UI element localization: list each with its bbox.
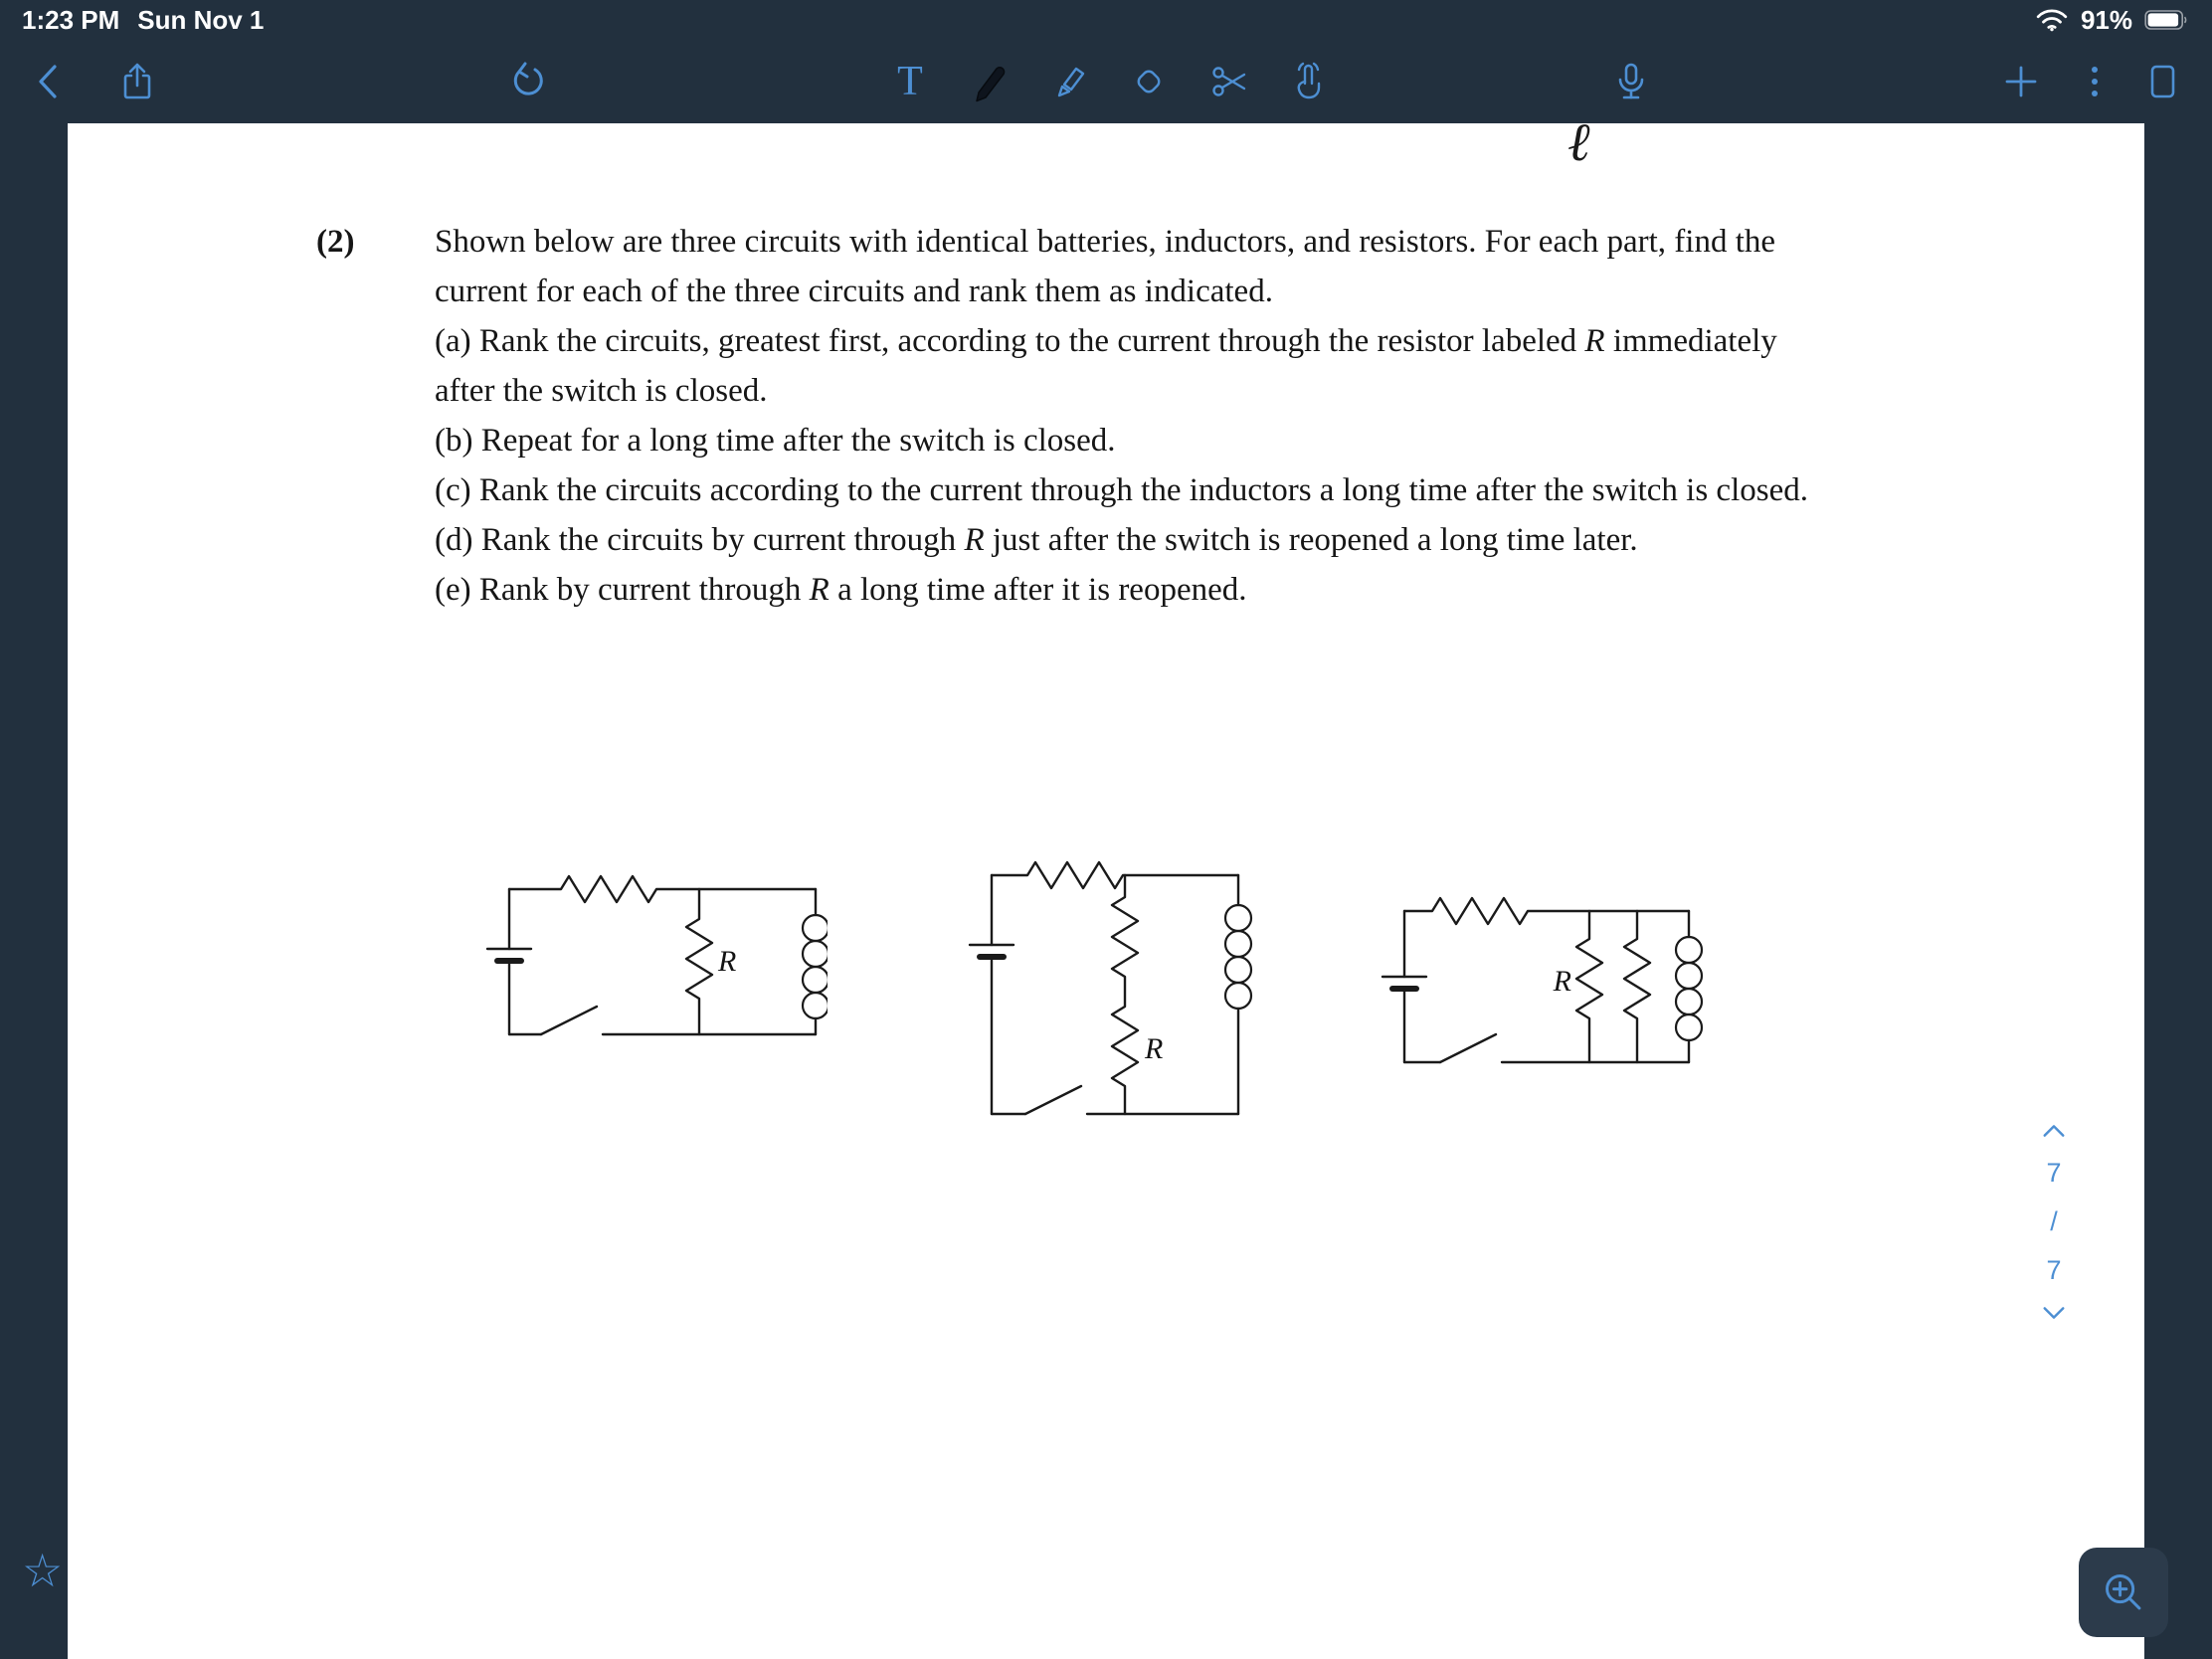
toolbar bbox=[0, 40, 2212, 123]
scissors-tool-button[interactable] bbox=[1208, 60, 1252, 103]
switch bbox=[509, 1007, 816, 1034]
pencil-icon bbox=[968, 60, 1012, 103]
microphone-button[interactable] bbox=[1609, 60, 1653, 103]
highlighter-icon bbox=[1047, 60, 1091, 103]
battery bbox=[1382, 911, 1426, 1062]
chevron-down-icon[interactable] bbox=[2041, 1304, 2067, 1322]
series-resistor bbox=[509, 876, 816, 902]
battery-icon bbox=[2144, 9, 2190, 31]
page-separator: / bbox=[2050, 1206, 2058, 1236]
problem-part-d: (d) Rank the circuits by current through R just after the switch is reopened a long time later. bbox=[435, 522, 1638, 558]
problem-text bbox=[435, 217, 1827, 615]
circuit-diagram-2 bbox=[968, 857, 1256, 1136]
chevron-left-icon bbox=[28, 60, 72, 103]
bookmark-star-button[interactable] bbox=[22, 1545, 64, 1596]
page-navigator bbox=[2031, 1122, 2077, 1322]
tap-tool-button[interactable] bbox=[1286, 60, 1330, 103]
total-page-number: 7 bbox=[2046, 1255, 2062, 1285]
ellipsis-vertical-icon bbox=[2073, 60, 2117, 103]
more-options-button[interactable] bbox=[2073, 60, 2117, 103]
problem-number: (2) bbox=[316, 224, 355, 260]
eraser-tool-button[interactable] bbox=[1127, 60, 1171, 103]
share-icon bbox=[115, 60, 159, 103]
switch bbox=[992, 1086, 1238, 1114]
parallel-resistor bbox=[1624, 911, 1650, 1062]
battery bbox=[970, 875, 1014, 1114]
status-bar bbox=[0, 0, 2212, 40]
resistor-R bbox=[686, 889, 736, 1034]
undo-icon bbox=[505, 60, 549, 103]
middle-branch-resistors bbox=[1112, 875, 1163, 1114]
magnifier-plus-icon bbox=[2099, 1567, 2148, 1617]
resistor-label: R bbox=[1145, 1032, 1164, 1065]
back-button[interactable] bbox=[28, 60, 72, 103]
resistor-R bbox=[1553, 911, 1602, 1062]
highlighter-tool-button[interactable] bbox=[1047, 60, 1091, 103]
plus-icon bbox=[1999, 60, 2043, 103]
battery-percent: 91% bbox=[2080, 4, 2132, 35]
circuit-diagram-1 bbox=[485, 867, 828, 1056]
page-view-button[interactable] bbox=[2140, 60, 2184, 103]
undo-button[interactable] bbox=[505, 60, 549, 103]
clock: 1:23 PM bbox=[22, 4, 120, 35]
tap-hand-icon bbox=[1286, 60, 1330, 103]
problem-intro: Shown below are three circuits with identical batteries, inductors, and resistors. For each part, find the current for each of the three circuits and rank them as indicated. bbox=[435, 224, 1776, 309]
handwritten-mark: ℓ bbox=[1567, 110, 1590, 173]
date: Sun Nov 1 bbox=[137, 4, 265, 35]
inductor bbox=[803, 889, 828, 1034]
microphone-icon bbox=[1609, 60, 1653, 103]
circuit-diagram-3 bbox=[1381, 891, 1709, 1090]
status-right bbox=[2035, 5, 2190, 36]
problem-part-c: (c) Rank the circuits according to the current through the inductors a long time after the switch is closed. bbox=[435, 472, 1808, 508]
status-left bbox=[22, 5, 264, 36]
wifi-icon bbox=[2035, 7, 2069, 33]
problem-block bbox=[316, 217, 1827, 615]
inductor bbox=[1676, 911, 1702, 1062]
chevron-up-icon[interactable] bbox=[2041, 1122, 2067, 1140]
add-page-button[interactable] bbox=[1999, 60, 2043, 103]
current-page-number: 7 bbox=[2046, 1158, 2062, 1188]
text-tool-button[interactable] bbox=[888, 60, 932, 103]
inductor bbox=[1225, 875, 1251, 1114]
document-page[interactable] bbox=[68, 110, 2144, 1659]
battery bbox=[487, 889, 531, 1034]
page-outline-icon bbox=[2140, 60, 2184, 103]
eraser-icon bbox=[1127, 60, 1171, 103]
problem-part-e: (e) Rank by current through R a long time after it is reopened. bbox=[435, 572, 1247, 608]
problem-part-b: (b) Repeat for a long time after the switch is closed. bbox=[435, 423, 1116, 459]
scissors-icon bbox=[1208, 60, 1252, 103]
resistor-label: R bbox=[1553, 965, 1571, 998]
star-icon: ☆ bbox=[22, 1545, 64, 1596]
zoom-button[interactable] bbox=[2079, 1548, 2168, 1637]
pencil-tool-button[interactable] bbox=[968, 60, 1012, 103]
series-resistor bbox=[992, 862, 1238, 888]
resistor-label: R bbox=[718, 945, 737, 978]
problem-part-a: (a) Rank the circuits, greatest first, according to the current through the resistor labeled R immediately after the switch is closed. bbox=[435, 323, 1777, 409]
switch bbox=[1404, 1034, 1689, 1062]
share-button[interactable] bbox=[115, 60, 159, 103]
series-resistor bbox=[1404, 898, 1689, 924]
text-tool-icon: T bbox=[897, 59, 923, 104]
